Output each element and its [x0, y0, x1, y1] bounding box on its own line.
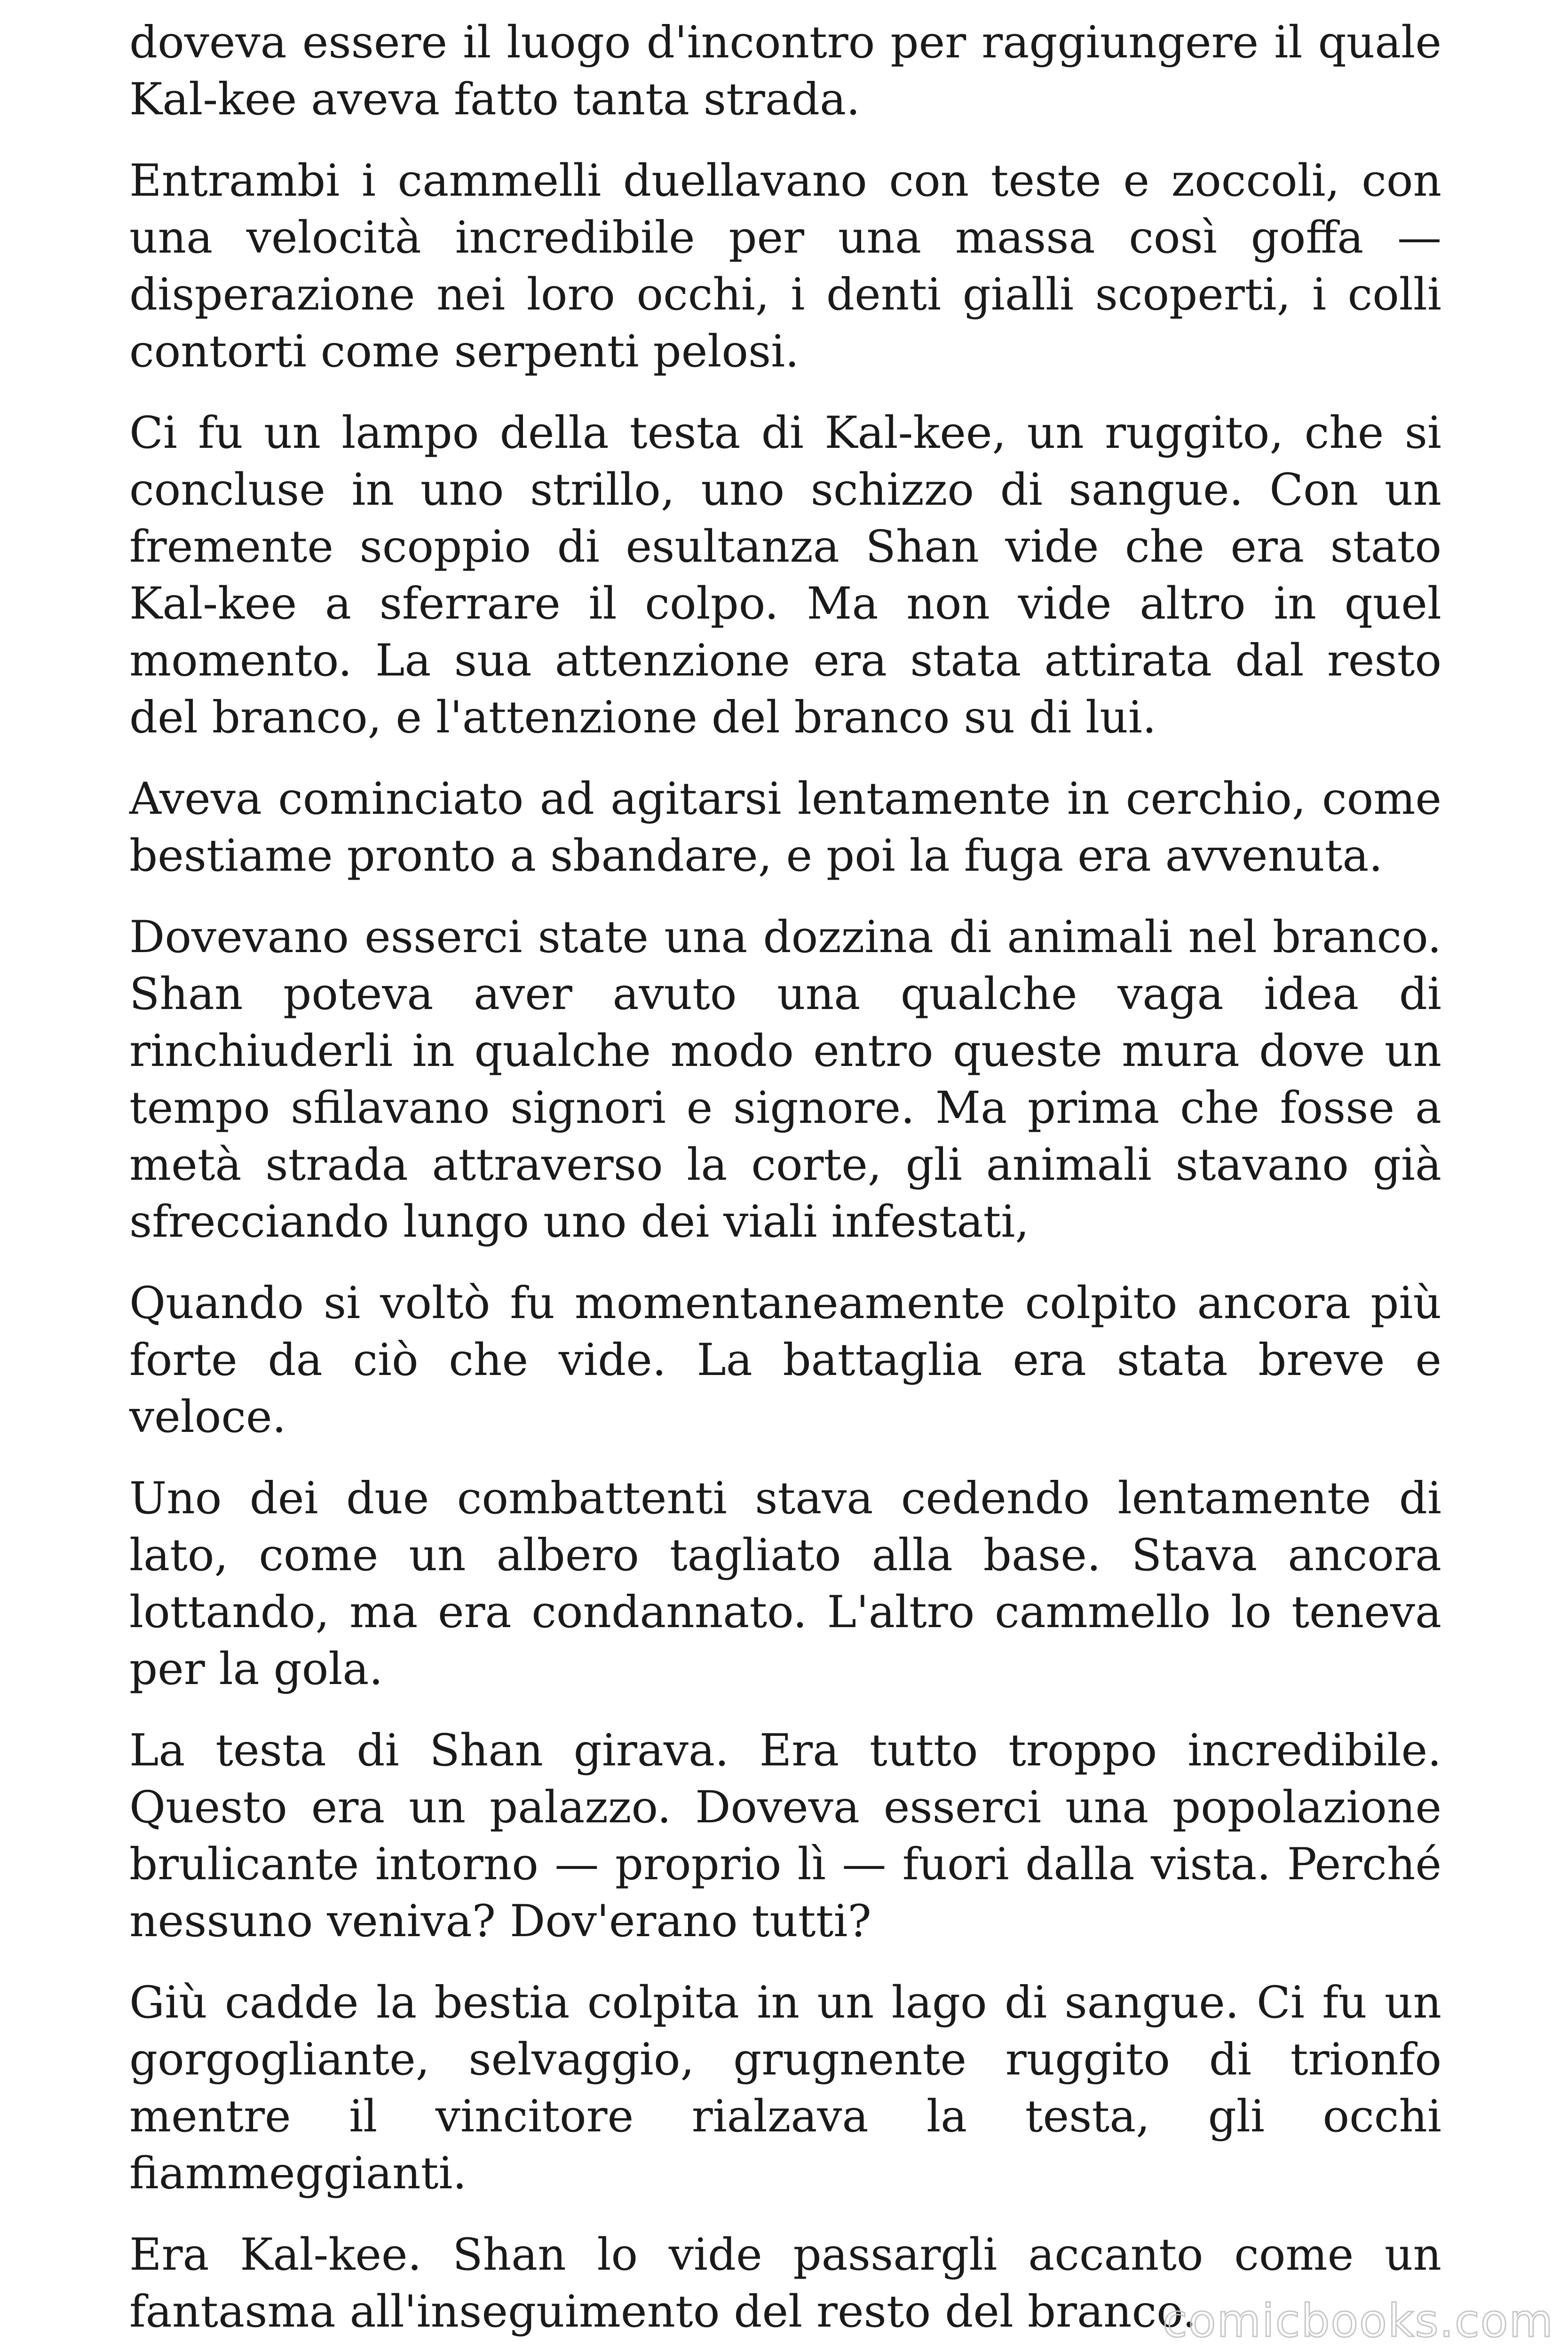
paragraph-4: Aveva cominciato ad agitarsi lentamente in cerchio, come bestiame pronto a sbandare, e poi la fuga era avvenuta.	[129, 773, 1441, 882]
paragraph-8: La testa di Shan girava. Era tutto troppo incredibile. Questo era un palazzo. Doveva esserci una popolazione brulicante intorno — proprio lì — fuori dalla vista. Perché nessuno veniva? Dov'erano tutti?	[129, 1725, 1441, 1947]
paragraph-1: doveva essere il luogo d'incontro per raggiungere il quale Kal-kee aveva fatto tanta strada.	[129, 17, 1441, 125]
paragraph-7: Uno dei due combattenti stava cedendo lentamente di lato, come un albero tagliato alla base. Stava ancora lottando, ma era condannato. L'altro cammello lo teneva per la gola.	[129, 1473, 1441, 1695]
paragraph-3: Ci fu un lampo della testa di Kal-kee, un ruggito, che si concluse in uno strillo, uno schizzo di sangue. Con un fremente scoppio di esultanza Shan vide che era stato Kal-kee a sferrare il colpo. Ma non vide altro in quel momento. La sua attenzione era stata attirata dal resto del branco, e l'attenzione del branco su di lui.	[129, 407, 1441, 743]
paragraph-5: Dovevano esserci state una dozzina di animali nel branco. Shan poteva aver avuto una qualche vaga idea di rinchiuderli in qualche modo entro queste mura dove un tempo sfilavano signori e signore. Ma prima che fosse a metà strada attraverso la corte, gli animali stavano già sfrecciando lungo uno dei viali infestati,	[129, 912, 1441, 1248]
watermark-logo: comicbooks.com	[1162, 2295, 1554, 2347]
paragraph-10: Era Kal-kee. Shan lo vide passargli accanto come un fantasma all'inseguimento del resto del branco.	[129, 2229, 1441, 2337]
paragraph-6: Quando si voltò fu momentaneamente colpito ancora più forte da ciò che vide. La battaglia era stata breve e veloce.	[129, 1278, 1441, 1443]
page-text	[129, 14, 1441, 2352]
paragraph-2: Entrambi i cammelli duellavano con teste e zoccoli, con una velocità incredibile per una massa così goffa — disperazione nei loro occhi, i denti gialli scoperti, i colli contorti come serpenti pelosi.	[129, 155, 1441, 377]
paragraph-9: Giù cadde la bestia colpita in un lago di sangue. Ci fu un gorgogliante, selvaggio, grugnente ruggito di trionfo mentre il vincitore rialzava la testa, gli occhi fiammeggianti.	[129, 1977, 1441, 2199]
